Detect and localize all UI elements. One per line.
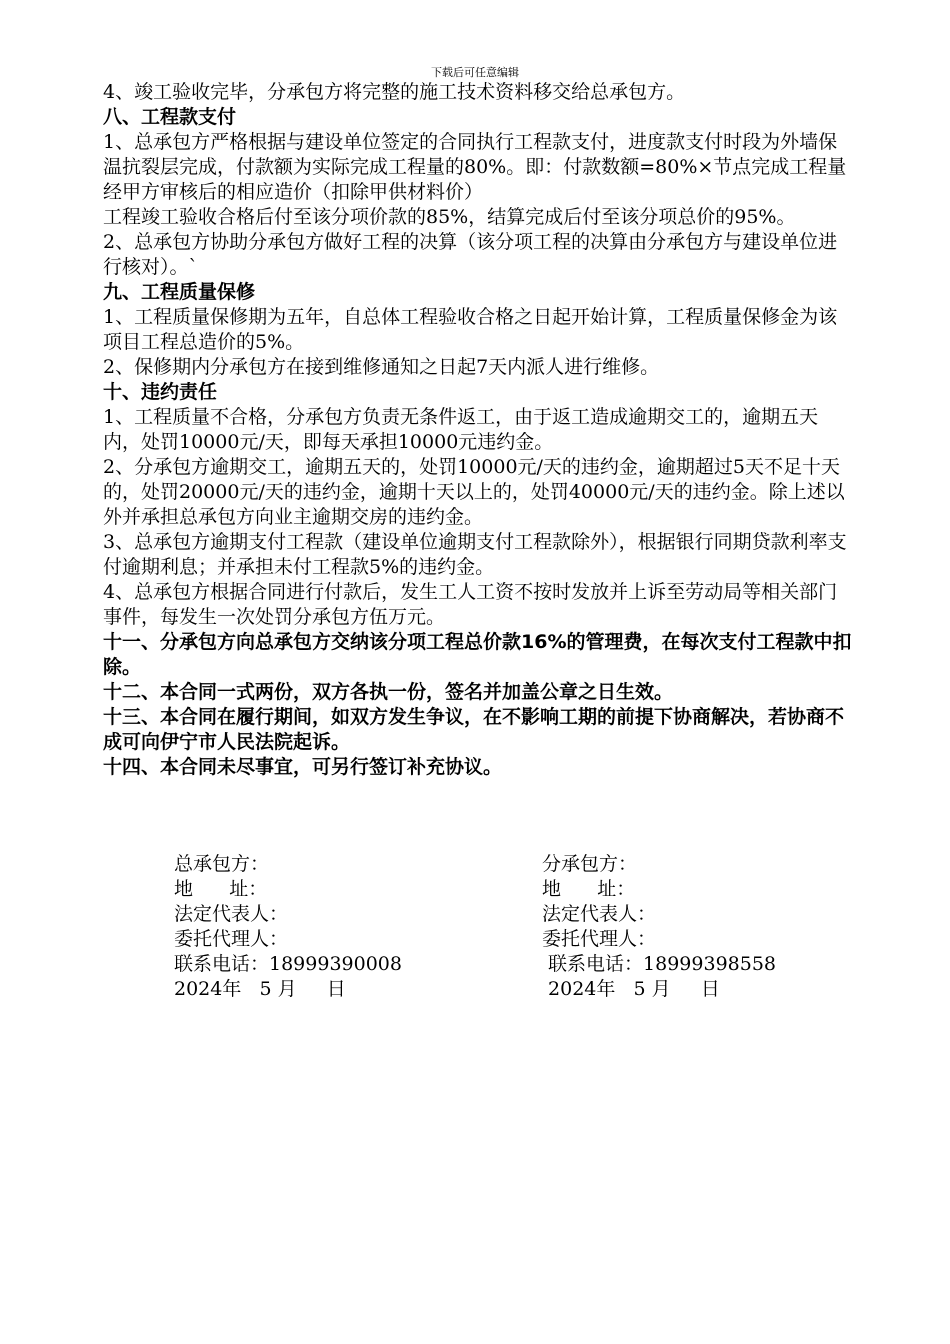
clause-9-item-2: 2、保修期内分承包方在接到维修通知之日起7天内派人进行维修。 [103,356,660,378]
date-label: 2024年 5 月 日 [542,978,720,1000]
agent-label: 委托代理人： [542,928,657,950]
phone-label: 联系电话：18999390008 [174,953,402,975]
clause-9-item-1: 1、工程质量保修期为五年，自总体工程验收合格之日起开始计算，工程质量保修金为该项目工程总造价的5%。 [103,306,838,353]
section-heading-10: 十、违约责任 [103,381,218,403]
date-label: 2024年 5 月 日 [174,978,346,1000]
legal-rep-label: 法定代表人： [174,903,289,925]
contract-body [103,80,855,780]
clause-11: 十一、分承包方向总承包方交纳该分项工程总价款16%的管理费，在每次支付工程款中扣除。 [103,631,852,678]
clause-10-item-2: 2、分承包方逾期交工，逾期五天的，处罚10000元/天的违约金，逾期超过5天不足十天的，处罚20000元/天的违约金，逾期十天以上的，处罚40000元/天的违约金。除上述以外并承担总承包方向业主逾期交房的违约金。 [103,456,845,528]
legal-rep-label: 法定代表人： [542,903,657,925]
phone-label: 联系电话：18999398558 [542,953,777,975]
header-note: 下载后可任意编辑 [431,66,519,79]
clause-13: 十三、本合同在履行期间，如双方发生争议，在不影响工期的前提下协商解决，若协商不成可向伊宁市人民法院起诉。 [103,706,845,753]
clause-12: 十二、本合同一式两份，双方各执一份，签名并加盖公章之日生效。 [103,681,674,703]
address-label: 地 址： [174,878,268,900]
clause-10-item-4: 4、总承包方根据合同进行付款后，发生工人工资不按时发放并上诉至劳动局等相关部门事件，每发生一次处罚分承包方伍万元。 [103,581,838,628]
party-label: 总承包方： [174,853,270,875]
party-label: 分承包方： [542,853,638,875]
section-heading-8: 八、工程款支付 [103,106,237,128]
clause-10-item-3: 3、总承包方逾期支付工程款（建设单位逾期支付工程款除外），根据银行同期贷款利率支付逾期利息；并承担未付工程款5%的违约金。 [103,531,847,578]
clause-7-item-4: 4、竣工验收完毕，分承包方将完整的施工技术资料移交给总承包方。 [103,81,686,103]
clause-8-item-2: 2、总承包方协助分承包方做好工程的决算（该分项工程的决算由分承包方与建设单位进行核对）。` [103,231,838,278]
signature-subcontractor [542,852,872,1002]
clause-10-item-1: 1、工程质量不合格，分承包方负责无条件返工，由于返工造成逾期交工的，逾期五天内，处罚10000元/天，即每天承担10000元违约金。 [103,406,819,453]
section-heading-9: 九、工程质量保修 [103,281,256,303]
clause-8-item-1: 1、总承包方严格根据与建设单位签定的合同执行工程款支付，进度款支付时段为外墙保温抗裂层完成，付款额为实际完成工程量的80%。即：付款数额=80%×节点完成工程量经甲方审核后的相应造价（扣除甲供材料价） [103,131,847,203]
agent-label: 委托代理人： [174,928,289,950]
address-label: 地 址： [542,878,636,900]
clause-14: 十四、本合同未尽事宜，可另行签订补充协议。 [103,756,503,778]
signature-general-contractor [174,852,494,1002]
clause-8-item-1-cont: 工程竣工验收合格后付至该分项价款的85%，结算完成后付至该分项总价的95%。 [103,206,796,228]
